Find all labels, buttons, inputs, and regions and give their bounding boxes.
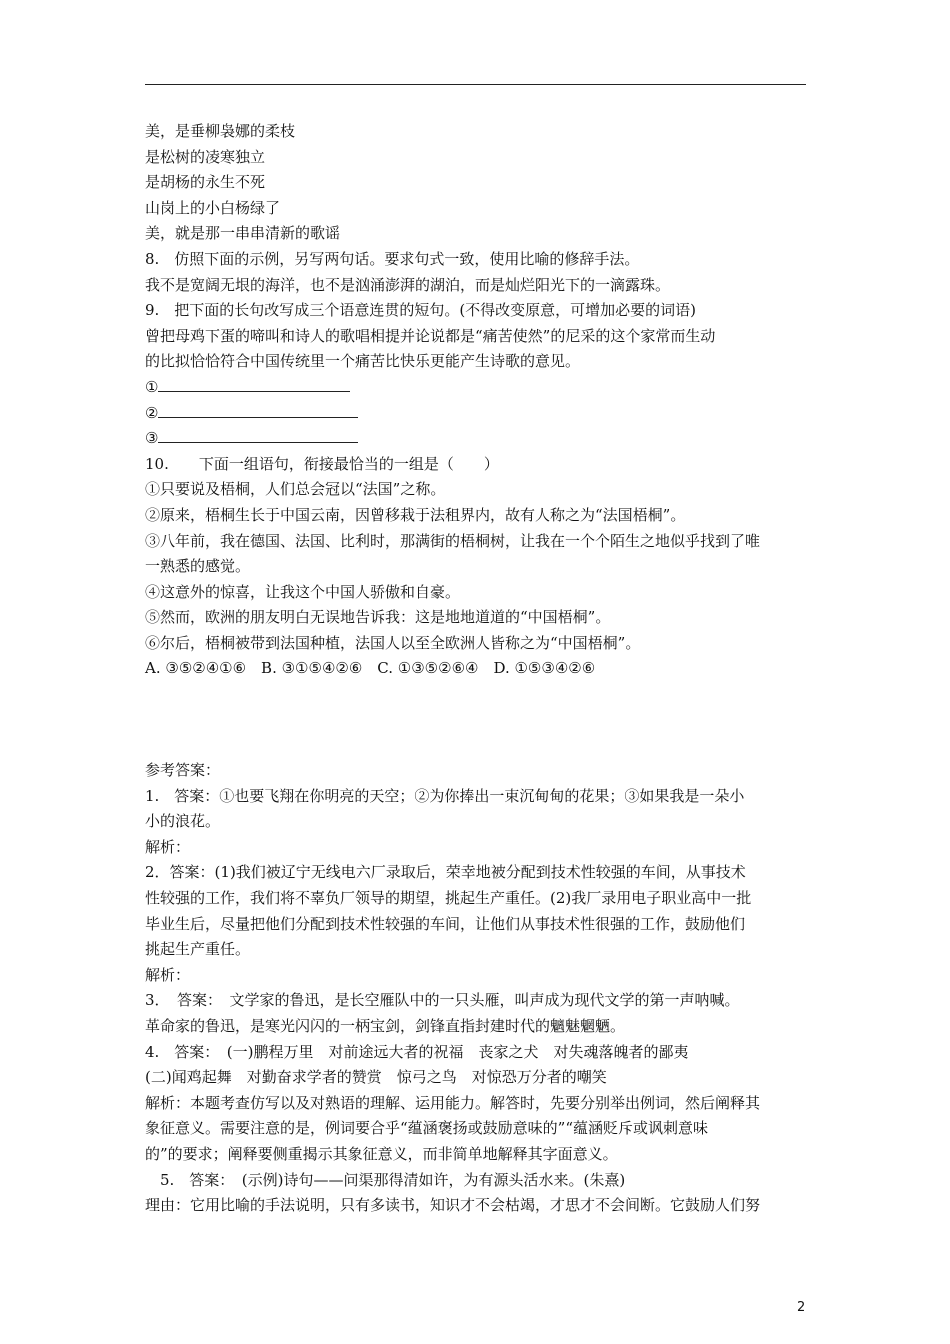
answer-blank-1: ① [145, 375, 815, 401]
answer-4-analysis: 的”的要求；阐释要侧重揭示其象征意义，而非简单地解释其字面意义。 [145, 1144, 618, 1163]
poem-line: 美，就是那一串串清新的歌谣 [145, 224, 341, 243]
question-10-sentence: ③八年前，我在德国、法国、比利时，那满街的梧桐树，让我在一个个陌生之地似乎找到了唯 [145, 531, 761, 550]
header-rule [145, 84, 806, 85]
answer-4-analysis: 解析：本题考查仿写以及对熟语的理解、运用能力。解答时，先要分别举出例词，然后阐释其 [145, 1093, 761, 1112]
answer-2: 2．答案：(1)我们被辽宁无线电六厂录取后，荣幸地被分配到技术性较强的车间，从事技术 [145, 863, 746, 882]
answer-3: 革命家的鲁迅，是寒光闪闪的一柄宝剑，剑锋直指封建时代的魑魅魍魉。 [145, 1017, 626, 1035]
answer-1: 小的浪花。 [145, 812, 221, 831]
question-10-sentence: ①只要说及梧桐，人们总会冠以“法国”之称。 [145, 480, 446, 499]
answer-4: (二)闻鸡起舞 对勤奋求学者的赞赏 惊弓之鸟 对惊恐万分者的嘲笑 [145, 1068, 607, 1087]
answer-2: 挑起生产重任。 [145, 940, 251, 959]
question-10-sentence: 一熟悉的感觉。 [145, 557, 251, 576]
question-10-prompt: 10. 下面一组语句，衔接最恰当的一组是（ ） [145, 454, 499, 473]
blank-line [158, 426, 358, 443]
answer-2: 毕业生后，尽量把他们分配到技术性较强的车间，让他们从事技术性很强的工作，鼓励他们 [145, 914, 746, 933]
answer-5: 理由：它用比喻的手法说明，只有多读书，知识才不会枯竭，才思才不会间断。它鼓励人们努 [145, 1196, 761, 1215]
question-9-prompt: 9. 把下面的长句改写成三个语意连贯的短句。(不得改变原意，可增加必要的词语) [145, 301, 697, 320]
question-8-example: 我不是宽阔无垠的海洋，也不是汹涌澎湃的湖泊，而是灿烂阳光下的一滴露珠。 [145, 275, 671, 294]
question-9-text: 的比拟恰恰符合中国传统里一个痛苦比快乐更能产生诗歌的意见。 [145, 352, 581, 371]
question-8-prompt: 8. 仿照下面的示例，另写两句话。要求句式一致，使用比喻的修辞手法。 [145, 249, 640, 268]
question-10-sentence: ⑥尔后，梧桐被带到法国种植，法国人以至全欧洲人皆称之为“中国梧桐”。 [145, 633, 641, 652]
question-10-sentence: ④这意外的惊喜，让我这个中国人骄傲和自豪。 [145, 582, 461, 601]
answers-heading: 参考答案： [145, 761, 221, 780]
answer-1: 1. 答案：①也要飞翔在你明亮的天空；②为你捧出一束沉甸甸的花果；③如果我是一朵小 [145, 786, 745, 805]
page-content [145, 119, 815, 1219]
answer-1-analysis: 解析： [145, 837, 191, 856]
question-10-sentence: ②原来，梧桐生长于中国云南，因曾移栽于法租界内，故有人称之为“法国梧桐”。 [145, 505, 686, 524]
answer-4-analysis: 象征意义。需要注意的是，例词要合乎“蕴涵褒扬或鼓励意味的”“蕴涵贬斥或讽刺意味 [145, 1119, 709, 1138]
answer-4: 4. 答案： (一)鹏程万里 对前途远大者的祝福 丧家之犬 对失魂落魄者的鄙夷 [145, 1042, 689, 1061]
answer-5: 5. 答案： (示例)诗句——问渠那得清如许，为有源头活水来。(朱熹) [145, 1170, 626, 1189]
question-10-sentence: ⑤然而，欧洲的朋友明白无误地告诉我：这是地地道道的“中国梧桐”。 [145, 608, 611, 627]
question-9-text: 曾把母鸡下蛋的啼叫和诗人的歌唱相提并论说都是“痛苦使然”的尼采的这个家常而生动 [145, 326, 716, 345]
blank-line [158, 401, 358, 418]
answer-blank-3: ③ [145, 426, 815, 452]
poem-line: 是胡杨的永生不死 [145, 173, 266, 192]
answer-2: 性较强的工作，我们将不辜负厂领导的期望，挑起生产重任。(2)我厂录用电子职业高中一批 [145, 889, 752, 908]
blank-line [158, 375, 350, 392]
page-number: 2 [797, 1300, 806, 1315]
poem-line: 是松树的凌寒独立 [145, 147, 266, 166]
question-10-options: A. ③⑤②④①⑥ B. ③①⑤④②⑥ C. ①③⑤②⑥④ D. ①⑤③④②⑥ [145, 659, 596, 678]
answer-2-analysis: 解析： [145, 965, 191, 984]
poem-line: 美，是垂柳袅娜的柔枝 [145, 122, 296, 140]
poem-line: 山岗上的小白杨绿了 [145, 198, 281, 217]
answer-blank-2: ② [145, 401, 815, 427]
answer-3: 3． 答案： 文学家的鲁迅，是长空雁队中的一只头雁，叫声成为现代文学的第一声呐喊。 [145, 991, 740, 1010]
